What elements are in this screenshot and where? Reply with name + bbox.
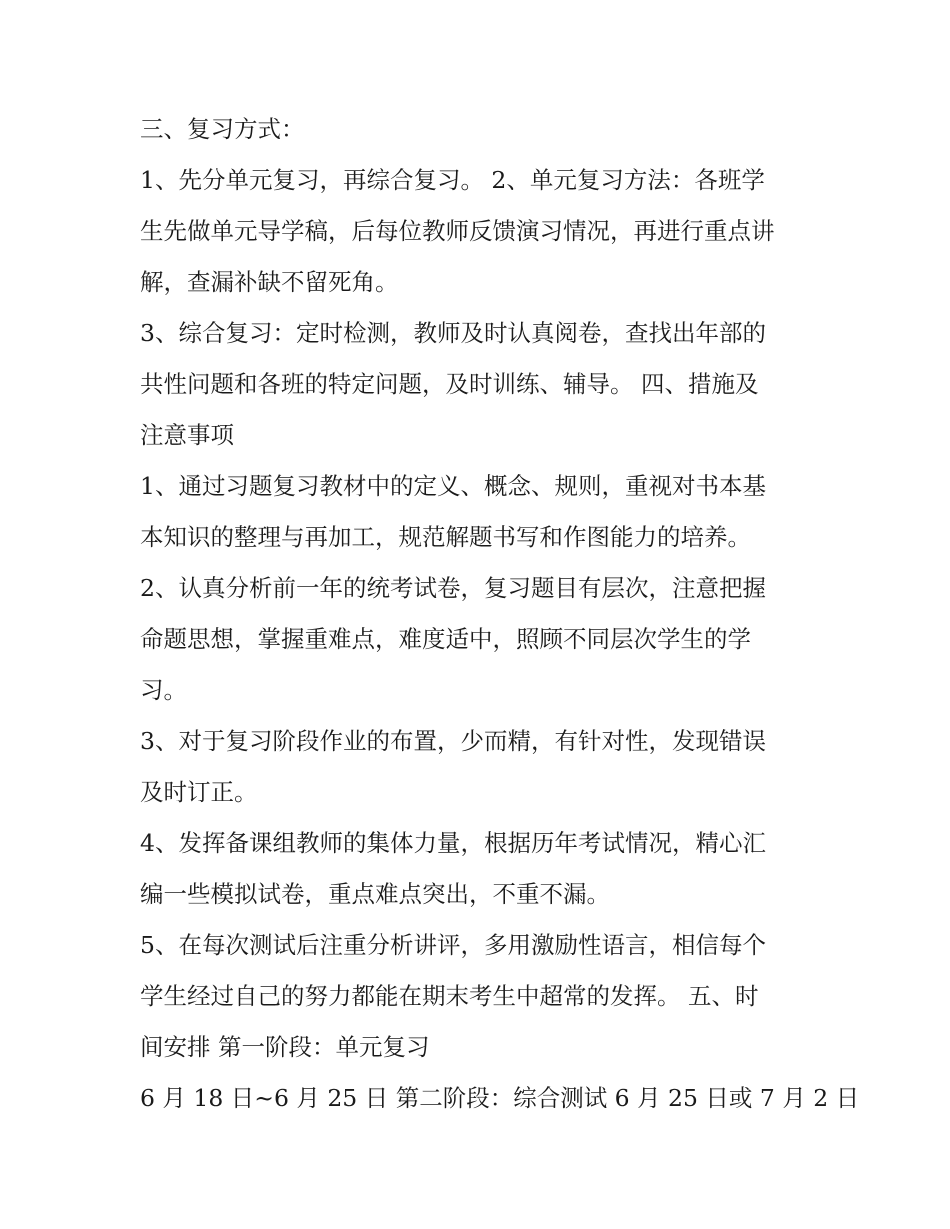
text-line: 1、通过习题复习教材中的定义、概念、规则，重视对书本基 xyxy=(140,472,766,500)
text-line: 间安排 第一阶段：单元复习 xyxy=(140,1033,430,1061)
text-line: 1、先分单元复习，再综合复习。 2、单元复习方法：各班学 xyxy=(140,166,765,194)
text-line: 习。 xyxy=(140,676,187,704)
text-line: 3、对于复习阶段作业的布置，少而精，有针对性，发现错误 xyxy=(140,727,766,755)
text-line: 及时订正。 xyxy=(140,778,258,806)
text-line: 解，查漏补缺不留死角。 xyxy=(140,268,399,296)
document-body xyxy=(140,104,860,1124)
text-line: 6 月 18 日~6 月 25 日 第二阶段：综合测试 6 月 25 日或 7 月 2 日 xyxy=(140,1084,860,1112)
text-line: 本知识的整理与再加工，规范解题书写和作图能力的培养。 xyxy=(140,523,751,551)
text-line: 学生经过自己的努力都能在期末考生中超常的发挥。 五、时 xyxy=(140,982,759,1010)
text-line: 2、认真分析前一年的统考试卷，复习题目有层次，注意把握 xyxy=(140,574,766,602)
section-heading-review-methods: 三、复习方式： xyxy=(140,115,305,143)
text-line: 3、综合复习：定时检测，教师及时认真阅卷，查找出年部的 xyxy=(140,319,766,347)
text-line: 编一些模拟试卷，重点难点突出，不重不漏。 xyxy=(140,880,610,908)
text-line: 5、在每次测试后注重分析讲评，多用激励性语言，相信每个 xyxy=(140,931,766,959)
text-line: 生先做单元导学稿，后每位教师反馈演习情况，再进行重点讲 xyxy=(140,217,775,245)
text-line: 命题思想，掌握重难点，难度适中，照顾不同层次学生的学 xyxy=(140,625,751,653)
text-line: 共性问题和各班的特定问题，及时训练、辅导。 四、措施及 xyxy=(140,370,759,398)
text-line: 4、发挥备课组教师的集体力量，根据历年考试情况，精心汇 xyxy=(140,829,766,857)
text-line: 注意事项 xyxy=(140,421,234,449)
